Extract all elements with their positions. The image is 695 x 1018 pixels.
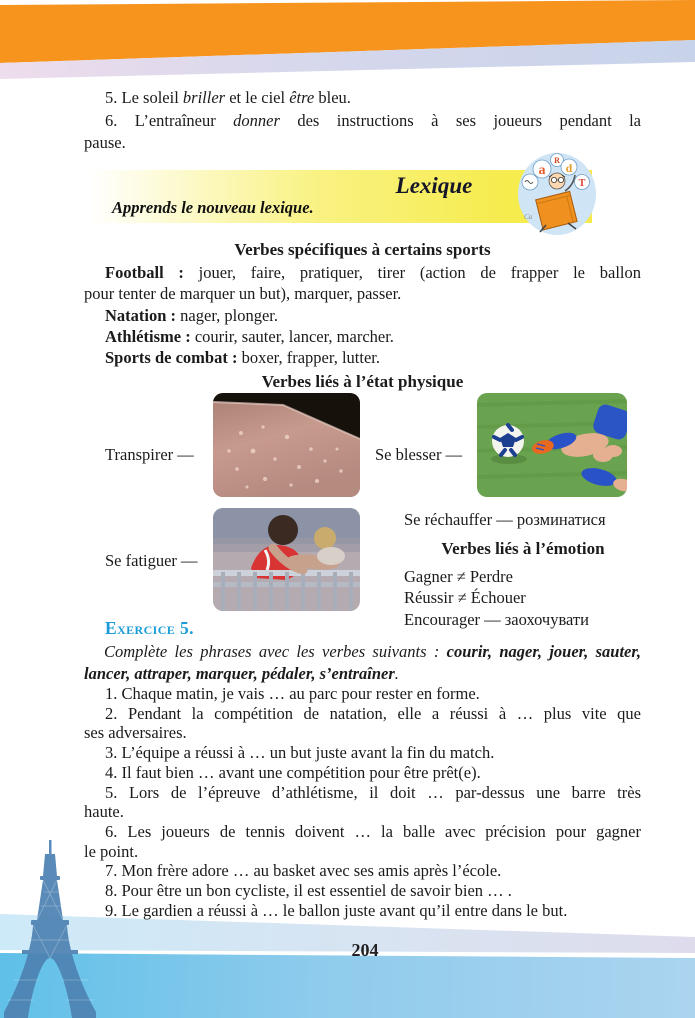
exercise-item: 3. L’équipe a réussi à … un but juste avant la fin du match. bbox=[105, 743, 495, 763]
exercise-item: 4. Il faut bien … avant une compétition pour être prêt(e). bbox=[105, 762, 481, 782]
transpirer-photo bbox=[213, 393, 360, 497]
exercise-item: 9. Le gardien a réussi à … le ballon juste avant qu’il entre dans le but. bbox=[105, 900, 568, 920]
svg-text:d: d bbox=[565, 161, 573, 175]
sports-verbs-list bbox=[84, 262, 641, 368]
vocab-entry: Football : jouer, faire, pratiquer, tirer (action de frapper le ballon pour tenter de marquer un but), marquer, passer. bbox=[84, 263, 641, 304]
svg-text:T: T bbox=[578, 178, 586, 189]
lexique-mascot-icon bbox=[516, 151, 598, 235]
se-fatiguer-photo bbox=[213, 508, 360, 611]
exercise-item: 8. Pour être un bon cycliste, il est essentiel de savoir bien … . bbox=[105, 881, 512, 901]
lexique-title: Lexique bbox=[395, 173, 473, 198]
se-blesser-label: Se blesser — bbox=[375, 445, 463, 464]
intro-sentences bbox=[84, 87, 641, 155]
physical-state-heading: Verbes liés à l’état physique bbox=[261, 372, 464, 391]
sentence-item: 6. L’entraîneur donner des instructions à ses joueurs pendant la pause. bbox=[84, 110, 642, 152]
exercise-item: 1. Chaque matin, je vais … au parc pour rester en forme. bbox=[105, 684, 480, 703]
svg-text:R: R bbox=[554, 156, 560, 165]
page-number: 204 bbox=[351, 940, 379, 960]
se-rechauffer-label: Se réchauffer — розминатися bbox=[404, 510, 606, 529]
transpirer-label: Transpirer — bbox=[105, 445, 194, 464]
emotion-pair: Encourager — заохочувати bbox=[404, 609, 589, 629]
exercise-items bbox=[84, 684, 641, 920]
emotion-pair: Gagner ≠ Perdre bbox=[404, 566, 513, 586]
emotion-pair: Réussir ≠ Échouer bbox=[404, 588, 526, 607]
lexique-subtitle: Apprends le nouveau lexique. bbox=[112, 198, 314, 217]
sports-verbs-heading: Verbes spécifiques à certains sports bbox=[234, 240, 491, 259]
exercise-item: 6. Les joueurs de tennis doivent … la balle avec précision pour gagner le point. bbox=[84, 821, 641, 861]
svg-text:a: a bbox=[538, 163, 546, 178]
vocab-entry: Athlétisme : courir, sauter, lancer, marcher. bbox=[105, 326, 394, 346]
exercise-label: Exercice 5. bbox=[105, 618, 194, 638]
se-fatiguer-label: Se fatiguer — bbox=[105, 551, 198, 570]
se-blesser-photo bbox=[477, 393, 627, 497]
vocab-entry: Sports de combat : boxer, frapper, lutter. bbox=[105, 348, 380, 368]
exercise-item: 2. Pendant la compétition de natation, elle a réussi à … plus vite que ses adversaires. bbox=[84, 703, 641, 743]
emotion-verbs-block bbox=[404, 509, 642, 630]
exercise-instruction: Complète les phrases avec les verbes suivants : courir, nager, jouer, sauter, lancer, attraper, marquer, pédaler, s’entraîner. bbox=[84, 642, 642, 683]
sentence-item: 5. Le soleil briller et le ciel être bleu. bbox=[105, 88, 351, 107]
svg-text:Ca: Ca bbox=[524, 213, 533, 221]
emotion-verbs-heading: Verbes liés à l’émotion bbox=[441, 538, 605, 558]
exercise-item: 7. Mon frère adore … au basket avec ses amis après l’école. bbox=[105, 861, 502, 881]
vocab-entry: Natation : nager, plonger. bbox=[105, 305, 279, 325]
exercise-item: 5. Lors de l’épreuve d’athlétisme, il doit … par-dessus une barre très haute. bbox=[84, 782, 641, 822]
